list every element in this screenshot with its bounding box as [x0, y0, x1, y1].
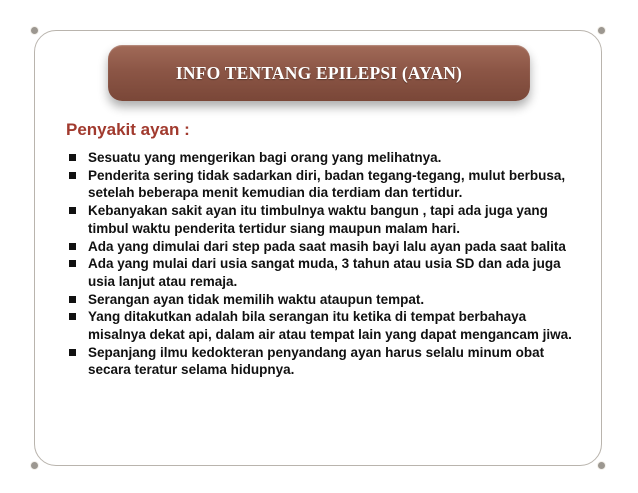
bullet-item [66, 255, 586, 290]
square-bullet-icon [69, 313, 76, 320]
bullet-item [66, 344, 586, 379]
bullet-item [66, 202, 586, 237]
square-bullet-icon [69, 207, 76, 214]
bullet-list [66, 149, 586, 379]
title-banner [108, 45, 530, 101]
bullet-text: Serangan ayan tidak memilih waktu ataupun tempat. [88, 291, 425, 307]
corner-dot [30, 461, 39, 470]
corner-dot [597, 26, 606, 35]
bullet-item [66, 149, 586, 167]
bullet-text: Ada yang dimulai dari step pada saat masih bayi lalu ayan pada saat balita [88, 238, 566, 254]
square-bullet-icon [69, 296, 76, 303]
bullet-text: Penderita sering tidak sadarkan diri, badan tegang-tegang, mulut berbusa, setelah beberapa menit kemudian dia terdiam dan tertidur. [88, 167, 566, 201]
slide-title: INFO TENTANG EPILEPSI (AYAN) [175, 62, 463, 83]
bullet-item [66, 238, 586, 256]
bullet-item [66, 291, 586, 309]
corner-dot [597, 461, 606, 470]
bullet-text: Kebanyakan sakit ayan itu timbulnya waktu bangun , tapi ada juga yang timbul waktu penderita tertidur siang maupun malam hari. [88, 203, 548, 236]
square-bullet-icon [69, 349, 76, 356]
bullet-text: Sesuatu yang mengerikan bagi orang yang melihatnya. [88, 150, 442, 165]
bullet-item [66, 167, 586, 202]
square-bullet-icon [69, 172, 76, 179]
bullet-text: Yang ditakutkan adalah bila serangan itu ketika di tempat berbahaya misalnya dekat api, dalam air atau tempat lain yang dapat mengancam jiwa. [88, 309, 572, 343]
square-bullet-icon [69, 243, 76, 250]
square-bullet-icon [69, 154, 76, 161]
section-heading: Penyakit ayan : [66, 120, 190, 139]
bullet-text: Ada yang mulai dari usia sangat muda, 3 tahun atau usia SD dan ada juga usia lanjut atau remaja. [88, 256, 561, 289]
square-bullet-icon [69, 260, 76, 267]
corner-dot [30, 26, 39, 35]
bullet-item [66, 308, 586, 343]
bullet-text: Sepanjang ilmu kedokteran penyandang ayan harus selalu minum obat secara teratur selama hidupnya. [88, 344, 545, 378]
